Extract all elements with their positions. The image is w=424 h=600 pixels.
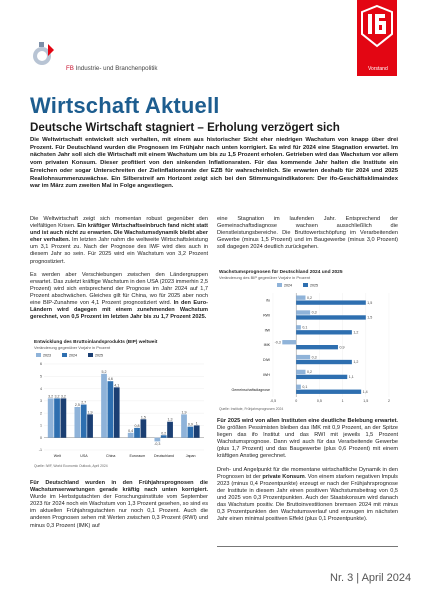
chart1-data-label: 1,3 [167,417,173,422]
chart2-bar [296,345,338,349]
chart1-legend-swatch [88,353,93,357]
chart2-legend-swatch [303,283,308,287]
chart2-subtitle: Veränderung des BIP gegenüber Vorjahr in Prozent [219,275,311,280]
chart2-category-label: DIW [263,358,270,363]
chart1-data-label: 1,9 [87,410,93,415]
chart2-bar [282,340,296,344]
chart2-data-label: -0,3 [274,340,281,345]
chart2-category-label: RWI [263,313,270,318]
column-2-top [217,216,398,257]
chart1-category-label: USA [80,454,88,458]
chart2-category-label: Gemeinschaftsdiagnose [231,387,270,392]
chart2-data-label: 0,2 [306,370,312,375]
lead-paragraph: Die Weltwirtschaft entwickelt sich verhalten, mit einem aus historischer Sicht eher niedrigen Wachstum von knapp über drei Prozent. Für Deutschland wurden die Prognosen im Frühjahr nach unten korrigiert. Es wird für 2024 eine Stagnation erwartet. Im nächsten Jahr soll sich die Wirtschaft mit einem Wachstum um bis zu 1,5 Prozent erholen. Getrieben wird das Wachstum vor allem vom privaten Konsum. Dieser profitiert von den sinkenden Inflationsraten. Für das kommende Jahr halten die Institute ein Erreichen oder sogar Unterschreiten der Zielinflationsrate der EZB für wahrscheinlich. Sie erwarten deshalb für 2024 und 2025 Reallohnsummenzuwächse. Ein Silberstreif am Horizont zeigt sich bei den Stimmungsindikatoren: Der ifo-Geschäftsklimaindex war im März zum zweiten Mal in Folge angestiegen. [30,137,398,190]
chart2-x-tick: 1,5 [363,399,369,403]
chart2-data-label: 1,1 [348,375,354,380]
chart1-data-label: 2,7 [81,400,87,405]
chart1-category-label: China [105,454,116,458]
column-1-top [30,216,208,327]
chart1-bar [74,407,80,438]
chart1-data-label: 5,2 [101,369,107,374]
chart1-bar [181,414,187,437]
igmetall-logo [357,0,397,76]
chart1-y-tick: 1 [40,423,42,428]
page-subtitle: Deutsche Wirtschaft stagniert – Erholung verzögert sich [30,121,340,134]
chart2-bar [296,300,366,304]
chart1-legend-swatch [36,353,41,357]
chart1-y-tick: -1 [38,448,42,453]
chart1-subtitle: Veränderung gegenüber Vorjahr in Prozent [34,345,111,350]
chart2-x-tick: 2 [388,399,390,403]
chart1-bar [54,398,60,437]
chart2-legend-label: 2025 [310,283,318,288]
chart1-data-label: 1,9 [181,410,187,415]
chart1-data-label: 3,2 [60,394,66,399]
chart1-y-tick: 5 [40,374,42,379]
chart2-bar [296,315,366,319]
chart1-data-label: -0,3 [154,441,161,446]
col1-paragraph-3: Für Deutschland wurden in den Frühjahrsprognosen die Wachstumserwartungen gerade kräftig nach unten korrigiert. Wurde im Herbstgutachten der Forschungsinstitute vom September 2023 für 2024 noch ein Wachstum von 1,3 Prozent gesehen, so sind es im aktuellen Frühjahrsgutachten nur noch 0,1 Prozent. Auch die anderen Prognosen sehen mit Werten zwischen 0,3 Prozent (RWI) und minus 0,3 Prozent (IMK) auf [30,480,208,529]
chart2-bar [296,360,352,364]
chart1-data-label: 2,5 [74,403,80,407]
footer-divider [217,546,398,547]
chart1-data-label: 3,2 [48,394,54,399]
chart2-x-tick: 1 [341,399,344,403]
chart1-bar [101,374,107,438]
chart1-data-label: 0,4 [128,428,134,433]
chart2-data-label: 1,5 [367,315,373,320]
chart2-legend-swatch [277,283,282,287]
chart2-x-tick: 0,5 [316,399,322,403]
chart2-bar [296,370,305,374]
chart1-data-label: 0,8 [134,423,140,428]
col2-paragraph-3: Dreh- und Angelpunkt für die momentane wirtschaftliche Dynamik in den Prognosen ist der private Konsum. Von einem starken negativen Impuls 2023 (minus 0,4 Prozentpunkte) erzeugt er nach der Frühjahrsprognose der Institute in diesem Jahr einen positiven Wachstumsbeitrag von 0,5 und 2025 von 0,3 Prozentpunkten. Auch der Staatskonsum wird danach das Wachstum positiv. Die Bruttoinvestitionen bremsen 2024 mit minus 0,3 Prozentpunkten den Wachstumsverlauf und erzeugen im nächsten Jahr einen minimal positiven Effekt (plus 0,1 Prozentpunkte). [217,466,398,523]
chart1-bar [107,381,113,438]
chart2-bar [296,385,301,389]
chart2-x-tick: 0 [295,399,298,403]
chart1-y-tick: 6 [40,362,42,367]
chart1-bar [167,422,173,438]
chart1-bar [134,428,140,438]
col2-paragraph-1: eine Stagnation im laufenden Jahr. Entsprechend der Gemeinschaftsdiagnose wachsen ausschließlich die Dienstleistungsbereiche. Die Bruttowertschöpfung im Verarbeitenden Gewerbe (minus 1,5 Prozent) und im Baugewerbe (minus 3,0 Prozent) soll dagegen 2024 deutlich zurückgehen. [217,216,398,251]
chart1-title: Entwicklung des Bruttoinlandsprodukts (BIP) weltweit [34,340,158,345]
chart1-data-label: 4,1 [114,383,120,388]
chart2-bar [296,325,301,329]
chart2-data-label: 0,3 [311,355,317,360]
chart1-category-label: Welt [53,454,61,458]
chart2-category-label: IfW [264,328,270,333]
column-1-bottom [30,480,208,536]
chart1-data-label: 0,9 [187,422,193,427]
vorstand-label: Vorstand [368,66,388,72]
chart2-bar [296,390,361,394]
chart2-legend-label: 2024 [284,283,292,288]
chart1-legend-label: 2025 [95,353,103,358]
chart2-data-label: 1,2 [353,360,359,365]
chart2-x-tick: -0,5 [269,399,277,403]
col1-paragraph-2: Es werden aber Verschiebungen zwischen den Ländergruppen erwartet. Das zuletzt kräftige Wachstum in den USA (2023 immerhin 2,5 Prozent) wird sich entsprechend der Prognose im Jahr 2024 auf 1,7 Prozent abschwächen. Gleiches gilt für China, wo für 2025 aber noch eine BIP-Zunahme von 4,1 Prozent prognostiziert wird. In den Euro-Ländern wird dagegen mit einem zunehmenden Wachstum gerechnet, von 0,5 Prozent im letzten Jahr bis zu 1,7 Prozent 2025. [30,271,208,321]
chart2-category-label: ifo [266,298,270,303]
chart1-bar [141,419,147,437]
chart-prognosen-deutschland [217,267,395,413]
col2-paragraph-2: Für 2025 wird von allen Instituten eine deutliche Belebung erwartet. Die größten Pessimisten bleiben das IMK mit 0,9 Prozent, an der Spitze liegen das ifo Institut und das RWI mit jeweils 1,5 Prozent Wachstumsprognose. Dann wird auch für das Verarbeitende Gewerbe (plus 1,7 Prozent) und das Baugewerbe (plus 0,6 Prozent) mit einem kräftigen Anstieg gerechnet. [217,418,398,460]
chart1-bar [161,435,167,437]
chart2-bar [296,330,352,334]
org-line: FB Industrie- und Branchenpolitik [66,65,158,72]
chart2-data-label: 1,4 [362,389,368,394]
chart1-bar [187,427,193,438]
chart2-data-label: 0,3 [311,310,317,315]
chart2-category-label: IWH [263,372,270,377]
chart1-data-label: 1,5 [140,415,146,420]
chart1-bar [87,414,93,437]
column-2-bottom [217,418,398,529]
col1-paragraph-1: Die Weltwirtschaft zeigt sich momentan robust gegenüber den vielfältigen Krisen. Ein kräftiger Wirtschaftseinbruch fand nicht statt und ist auch nicht zu erwarten. Die Wachstumsdynamik bleibt aber eher verhalten. Im letzten Jahr nahm die weltweite Wirtschaftsleistung um 3,1 Prozent zu. Nach der Prognose des IWF wird dies auch in diesem Jahr so sein. Für 2025 wird ein Wachstum von 3,2 Prozent prognostiziert. [30,216,209,265]
chart1-category-label: Euroraum [129,454,146,458]
chart1-data-label: 1 [195,421,198,426]
chart1-bar [114,387,120,437]
igmetall-emblem-icon [357,0,397,60]
chart2-title: Wachstumsprognosen für Deutschland 2024 und 2025 [219,270,343,275]
chart-bip-world [30,336,208,470]
chart2-category-label: IMK [263,343,270,348]
chart1-bar [128,433,134,438]
chart2-bar [296,295,305,299]
chart1-legend-label: 2023 [43,353,51,358]
chart2-data-label: 0,9 [339,345,345,350]
chart2-bar [296,355,310,359]
chart2-bar [296,375,347,379]
chart1-category-label: Japan [185,454,196,458]
chart1-data-label: 3,2 [54,394,60,399]
chart1-bar [61,398,67,437]
chart1-y-tick: 2 [40,411,42,416]
chart1-y-tick: 3 [40,399,42,404]
chart1-legend-swatch [62,353,67,357]
chart2-bar [296,310,310,314]
fb-logo-icon [30,40,60,70]
chart1-y-tick: 4 [40,386,42,391]
chart1-source: Quelle: IWF, World Economic Outlook, April 2024 [34,464,108,468]
chart1-data-label: 4,6 [107,377,113,382]
chart2-data-label: 1,5 [367,300,373,305]
chart1-bar [81,405,87,438]
chart2-data-label: 0,1 [302,384,308,389]
chart1-y-tick: 0 [40,435,42,440]
chart2-data-label: 0,2 [306,295,312,300]
chart2-data-label: 0,1 [302,325,308,330]
chart2-data-label: 1,2 [353,330,359,335]
issue-label: Nr. 3 | April 2024 [330,572,412,584]
chart1-category-label: Deutschland [154,454,174,458]
chart1-legend-label: 2024 [69,353,77,358]
chart2-source: Quelle: Institute, Frühjahrsprognosen 2024 [219,407,284,411]
chart1-bar [48,398,54,437]
chart1-data-label: 0,2 [161,431,167,436]
chart1-bar [194,425,200,437]
page-title: Wirtschaft Aktuell [30,93,220,118]
